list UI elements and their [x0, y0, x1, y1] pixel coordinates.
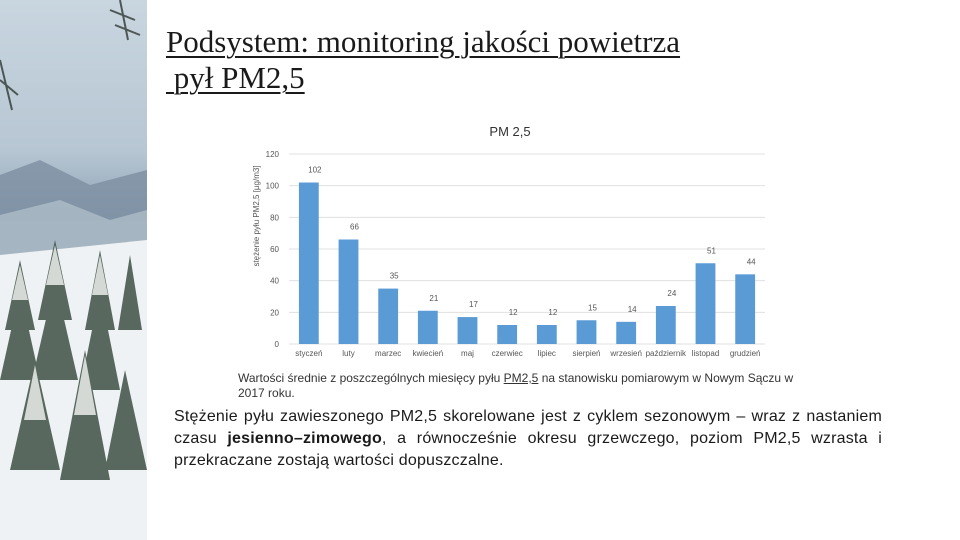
- chart-svg: [245, 118, 775, 368]
- data-label: 66: [350, 222, 359, 232]
- bars: [299, 183, 755, 345]
- data-label: 12: [548, 308, 558, 317]
- title-line-2: pył PM2,5: [166, 60, 305, 95]
- x-tick-label: grudzień: [729, 349, 761, 358]
- bar: [735, 274, 755, 344]
- y-axis-label: stężenie pyłu PM2,5 [µg/m3]: [252, 165, 261, 267]
- caption-text-after: na stanowisku pomiarowym w Nowym Sączu w 2017 roku.: [238, 371, 794, 400]
- description-paragraph: [174, 406, 882, 472]
- forest-illustration: [0, 0, 147, 540]
- bar: [458, 317, 478, 344]
- y-tick-label: 120: [265, 150, 279, 159]
- data-labels: [308, 166, 756, 318]
- x-tick-labels: [295, 349, 760, 358]
- y-tick-label: 80: [270, 213, 279, 223]
- bar: [299, 183, 319, 345]
- caption-text-before: Wartości średnie z poszczególnych miesięcy pyłu: [238, 371, 504, 385]
- winter-forest-photo: [0, 0, 147, 540]
- y-tick-labels: [266, 150, 280, 349]
- y-tick-label: 60: [270, 245, 279, 254]
- bar: [378, 289, 398, 344]
- description-part-1: Stężenie pyłu zawieszonego PM2,5 skorelowane jest z cyklem sezonowym – wraz z nastaniem czasu: [174, 408, 882, 447]
- bar: [497, 325, 517, 344]
- data-label: 44: [746, 257, 756, 267]
- x-tick-label: czerwiec: [491, 349, 523, 358]
- slide-title: [166, 24, 776, 96]
- chart-title: PM 2,5: [489, 124, 531, 139]
- data-label: 102: [308, 165, 322, 175]
- data-label: 24: [667, 289, 677, 298]
- x-tick-label: luty: [342, 349, 355, 358]
- x-tick-label: kwiecień: [412, 349, 444, 358]
- description-part-2: , a równocześnie okresu grzewczego, poziom PM2,5 wzrasta i przekraczane zostają wartości dopuszczalne.: [174, 430, 882, 469]
- bar: [656, 306, 676, 344]
- x-tick-label: styczeń: [295, 349, 323, 358]
- chart-caption: [238, 371, 798, 401]
- x-tick-label: marzec: [375, 349, 402, 358]
- data-label: 21: [429, 293, 439, 303]
- data-label: 35: [389, 271, 399, 281]
- data-label: 12: [508, 308, 518, 317]
- caption-link: PM2,5: [503, 371, 539, 385]
- x-tick-label: maj: [461, 349, 474, 358]
- gridlines: [289, 154, 765, 344]
- pm25-bar-chart: [245, 118, 775, 368]
- x-tick-label: lipiec: [537, 349, 556, 358]
- x-tick-label: wrzesień: [610, 349, 642, 358]
- y-tick-label: 0: [274, 340, 279, 349]
- y-tick-label: 40: [270, 276, 279, 286]
- x-tick-label: sierpień: [572, 349, 601, 358]
- description-bold: jesienno–zimowego: [227, 430, 382, 447]
- bar: [537, 325, 557, 344]
- x-tick-label: październik: [645, 349, 687, 358]
- bar: [616, 322, 636, 344]
- y-tick-label: 20: [270, 308, 279, 318]
- y-tick-label: 100: [265, 181, 279, 191]
- data-label: 51: [707, 246, 716, 256]
- bar: [696, 263, 716, 344]
- bar: [577, 320, 597, 344]
- data-label: 17: [469, 300, 478, 310]
- bar: [418, 311, 438, 344]
- data-label: 14: [627, 304, 637, 314]
- bar: [339, 240, 359, 345]
- title-line-1: Podsystem: monitoring jakości powietrza: [166, 24, 681, 59]
- x-tick-label: listopad: [691, 349, 720, 358]
- data-label: 15: [588, 303, 597, 313]
